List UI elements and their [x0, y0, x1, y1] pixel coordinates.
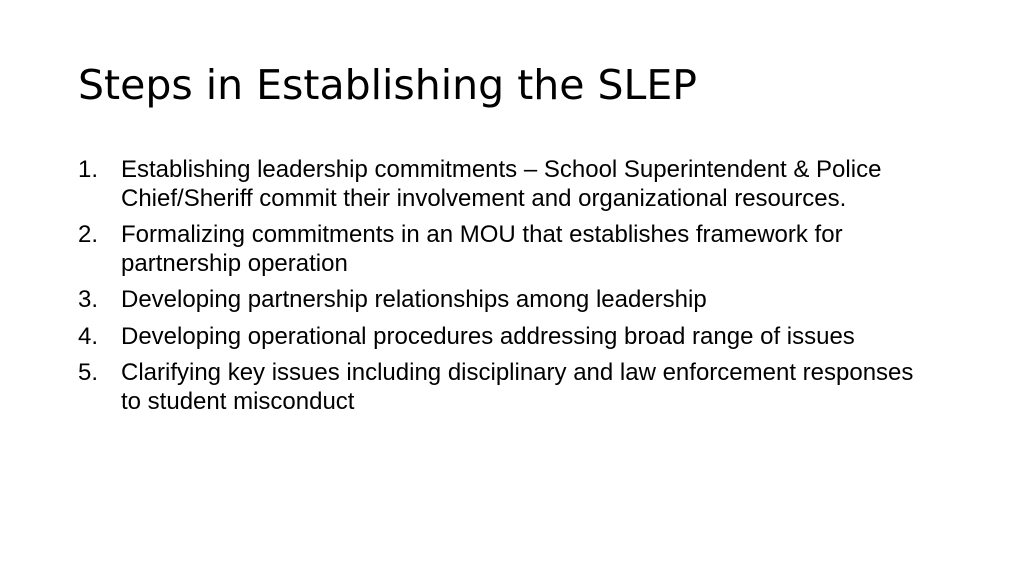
- list-item: [78, 286, 938, 315]
- list-item-text: Establishing leadership commitments – School Superintendent & Police Chief/Sheriff commit their involvement and organizational resources.: [121, 156, 882, 212]
- list-item: [78, 156, 938, 213]
- list-item-number: 3.: [78, 286, 99, 313]
- list-item-text: Formalizing commitments in an MOU that establishes framework for partnership operation: [121, 221, 843, 277]
- list-item: [78, 221, 938, 278]
- list-item-number: 2.: [78, 221, 99, 248]
- list-item: [78, 359, 938, 416]
- list-item-text: Developing operational procedures addressing broad range of issues: [121, 322, 855, 350]
- list-item-number: 4.: [78, 322, 99, 350]
- slide-title: Steps in Establishing the SLEP: [78, 61, 698, 109]
- list-item-number: 5.: [78, 359, 99, 386]
- steps-list: [78, 156, 938, 424]
- list-item-text: Developing partnership relationships among leadership: [121, 286, 707, 313]
- list-item-text: Clarifying key issues including disciplinary and law enforcement responses to student misconduct: [121, 359, 914, 415]
- list-item-number: 1.: [78, 156, 99, 183]
- list-item: [78, 323, 938, 352]
